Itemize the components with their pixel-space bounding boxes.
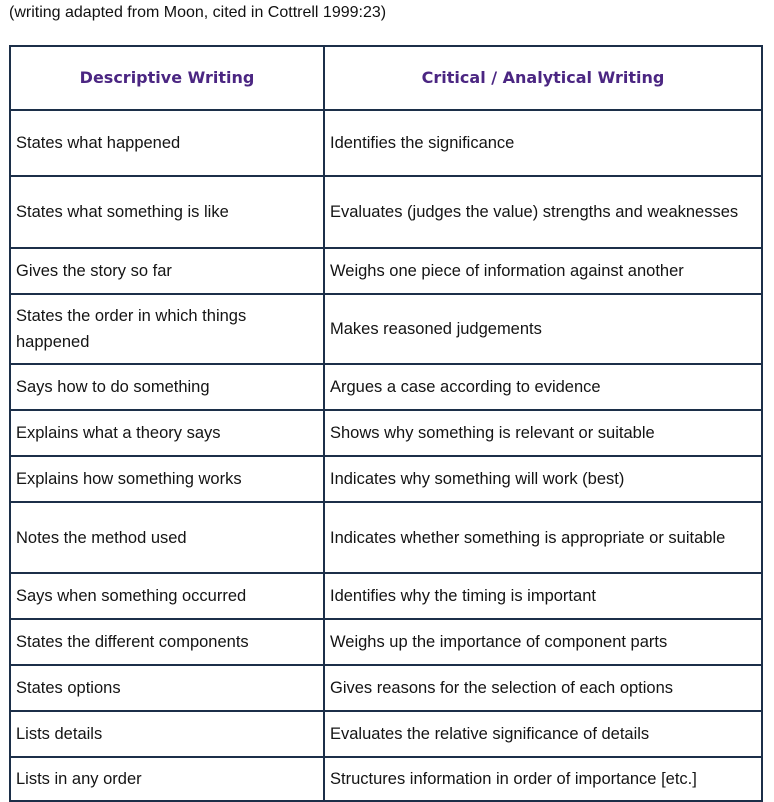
critical-cell: Identifies why the timing is important [324, 573, 762, 619]
critical-cell: Makes reasoned judgements [324, 294, 762, 364]
descriptive-cell: Lists in any order [10, 757, 324, 801]
source-caption: (writing adapted from Moon, cited in Cottrell 1999:23) [9, 4, 387, 21]
table-row [10, 410, 762, 456]
critical-cell: Structures information in order of importance [etc.] [324, 757, 762, 801]
critical-cell: Gives reasons for the selection of each options [324, 665, 762, 711]
table-row [10, 665, 762, 711]
table-row [10, 248, 762, 294]
critical-cell: Evaluates the relative significance of details [324, 711, 762, 757]
descriptive-cell: States the different components [10, 619, 324, 665]
critical-cell: Indicates whether something is appropriate or suitable [324, 502, 762, 573]
critical-cell: Evaluates (judges the value) strengths and weaknesses [324, 176, 762, 248]
descriptive-cell: Says how to do something [10, 364, 324, 410]
header-critical: Critical / Analytical Writing [324, 46, 762, 110]
table-row [10, 456, 762, 502]
descriptive-cell: States what happened [10, 110, 324, 176]
descriptive-cell: States the order in which things happened [10, 294, 324, 364]
table-row [10, 502, 762, 573]
table-row [10, 110, 762, 176]
descriptive-cell: Gives the story so far [10, 248, 324, 294]
critical-cell: Indicates why something will work (best) [324, 456, 762, 502]
table-row [10, 176, 762, 248]
critical-cell: Identifies the significance [324, 110, 762, 176]
descriptive-cell: States what something is like [10, 176, 324, 248]
table-row [10, 573, 762, 619]
critical-cell: Shows why something is relevant or suitable [324, 410, 762, 456]
table-row [10, 711, 762, 757]
table-row [10, 364, 762, 410]
descriptive-cell: Lists details [10, 711, 324, 757]
header-row [10, 46, 762, 110]
table-row [10, 619, 762, 665]
table-row [10, 757, 762, 801]
critical-cell: Weighs one piece of information against another [324, 248, 762, 294]
critical-cell: Argues a case according to evidence [324, 364, 762, 410]
header-descriptive: Descriptive Writing [10, 46, 324, 110]
descriptive-cell: Explains what a theory says [10, 410, 324, 456]
descriptive-cell: Notes the method used [10, 502, 324, 573]
descriptive-cell: Explains how something works [10, 456, 324, 502]
critical-cell: Weighs up the importance of component parts [324, 619, 762, 665]
descriptive-cell: Says when something occurred [10, 573, 324, 619]
table-row [10, 294, 762, 364]
descriptive-cell: States options [10, 665, 324, 711]
comparison-table [9, 45, 763, 802]
